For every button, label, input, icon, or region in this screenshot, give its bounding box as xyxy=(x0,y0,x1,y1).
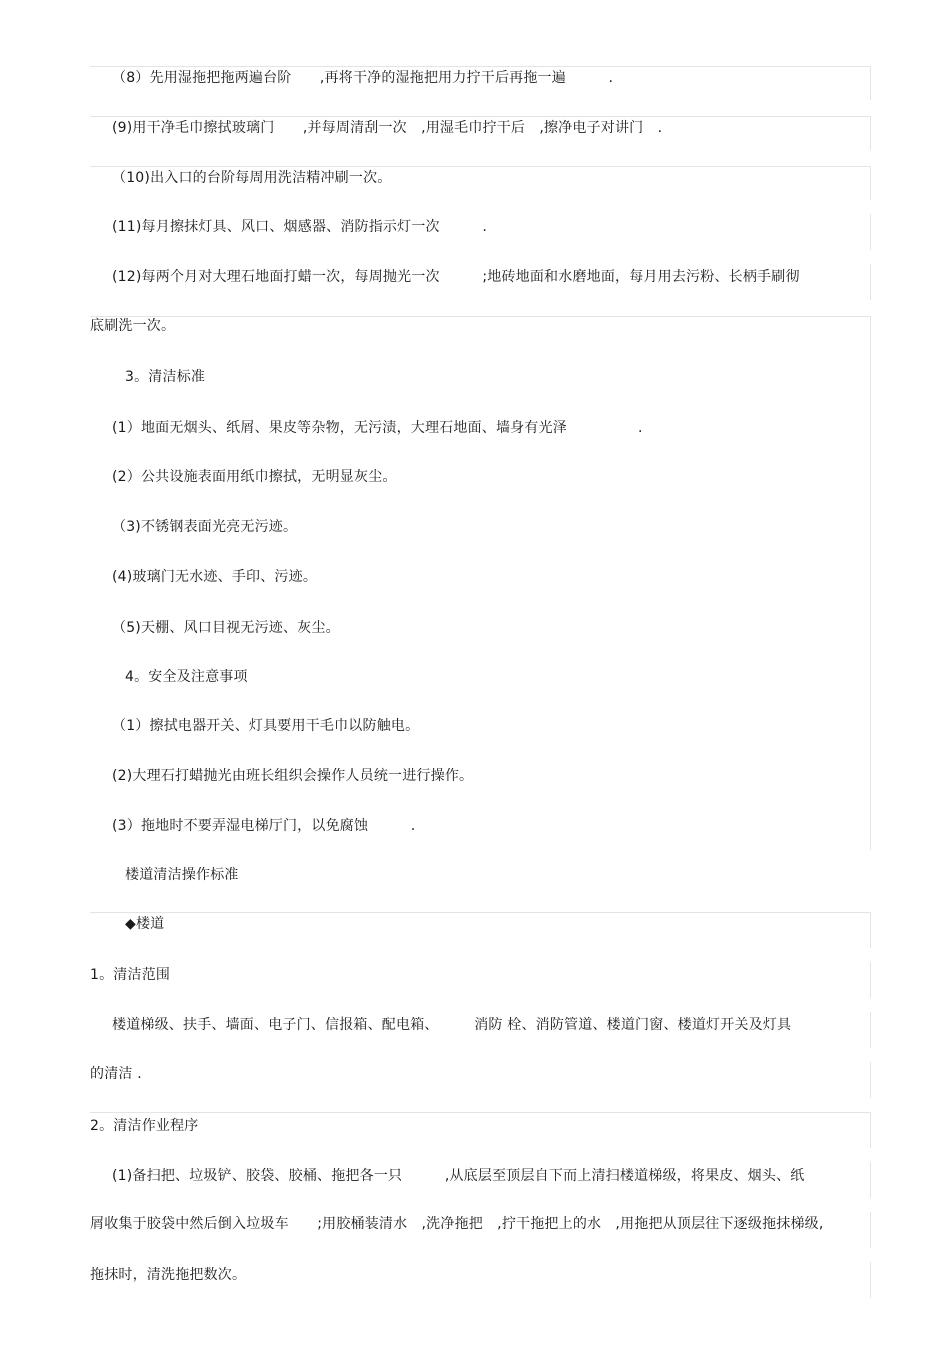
paragraph-line: (11)每月擦抹灯具、风口、烟感器、消防指示灯一次 . xyxy=(112,219,487,235)
table-rule xyxy=(870,1012,871,1048)
paragraph-line: （10)出入口的台阶每周用洗洁精冲刷一次。 xyxy=(112,170,392,186)
paragraph-line: (2）公共设施表面用纸巾擦拭，无明显灰尘。 xyxy=(112,469,397,485)
section-heading: 2。清洁作业程序 xyxy=(90,1118,199,1134)
table-rule xyxy=(90,66,870,67)
section-heading: 4。安全及注意事项 xyxy=(125,669,248,685)
paragraph-line: (2)大理石打蜡抛光由班长组织会操作人员统一进行操作。 xyxy=(112,768,474,784)
paragraph-line: (12)每两个月对大理石地面打蜡一次，每周抛光一次 ;地砖地面和水磨地面，每月用去污粉、长柄手刷彻 xyxy=(112,269,800,285)
paragraph-line: 屑收集于胶袋中然后倒入垃圾车 ;用胶桶装清水 ,洗净拖把 ,拧干拖把上的水 ,用拖把从顶层往下逐级拖抹梯级, xyxy=(90,1216,824,1232)
paragraph-line: 拖抹时，清洗拖把数次。 xyxy=(90,1267,247,1283)
table-rule xyxy=(90,316,870,317)
table-rule xyxy=(90,166,870,167)
table-rule xyxy=(870,1062,871,1098)
paragraph-line: (1）地面无烟头、纸屑、果皮等杂物，无污渍，大理石地面、墙身有光泽 . xyxy=(112,420,643,436)
table-rule xyxy=(870,1112,871,1148)
paragraph-line: (3）拖地时不要弄湿电梯厅门，以免腐蚀 . xyxy=(112,818,416,834)
paragraph-line: 楼道梯级、扶手、墙面、电子门、信报箱、配电箱、 消防 栓、消防管道、楼道门窗、楼道灯开关及灯具 xyxy=(112,1017,792,1033)
section-heading: 1。清洁范围 xyxy=(90,967,171,983)
paragraph-line: （8）先用湿拖把拖两遍台阶 ,再将干净的湿拖把用力拧干后再拖一遍 . xyxy=(112,70,614,86)
table-rule xyxy=(90,116,870,117)
table-rule xyxy=(870,214,871,250)
table-rule xyxy=(870,66,871,100)
table-rule xyxy=(870,1262,871,1298)
subsection-heading: ◆楼道 xyxy=(125,916,165,932)
section-title: 楼道清洁操作标准 xyxy=(125,867,239,883)
paragraph-line: (4)玻璃门无水迹、手印、污迹。 xyxy=(112,569,318,585)
table-rule xyxy=(870,962,871,998)
paragraph-line: (1)备扫把、垃圾铲、胶袋、胶桶、拖把各一只 ,从底层至顶层自下而上清扫楼道梯级，将果皮、烟头、纸 xyxy=(112,1168,805,1184)
table-rule xyxy=(870,1162,871,1198)
table-rule xyxy=(90,912,870,913)
table-rule xyxy=(870,264,871,300)
table-rule xyxy=(870,116,871,150)
paragraph-line: （5)天棚、风口目视无污迹、灰尘。 xyxy=(112,620,340,636)
paragraph-line: （1）擦拭电器开关、灯具要用干毛巾以防触电。 xyxy=(112,718,420,734)
paragraph-line: 的清洁 . xyxy=(90,1066,142,1082)
table-rule xyxy=(870,166,871,200)
paragraph-line: (9)用干净毛巾擦拭玻璃门 ,并每周清刮一次 ,用湿毛巾拧干后 ,擦净电子对讲门 . xyxy=(112,120,663,136)
table-rule xyxy=(90,1112,870,1113)
table-rule xyxy=(870,1212,871,1248)
paragraph-line: 底刷洗一次。 xyxy=(90,318,176,334)
table-rule xyxy=(870,316,871,850)
section-heading: 3。清洁标准 xyxy=(125,369,206,385)
paragraph-line: （3)不锈钢表面光亮无污迹。 xyxy=(112,519,298,535)
table-rule xyxy=(870,912,871,948)
